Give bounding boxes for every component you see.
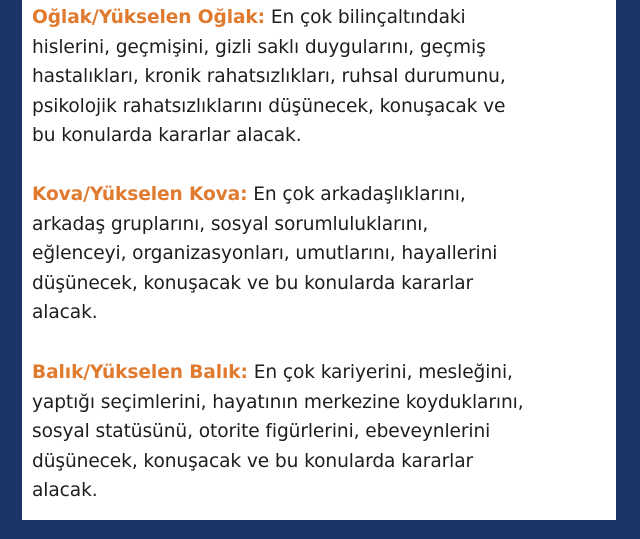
section-label: Balık/Yükselen Balık:: [32, 362, 248, 383]
section-text: En çok bilinçaltındaki: [265, 7, 466, 28]
section-text: arkadaş gruplarını, sosyal sorumluluklarını,: [32, 213, 429, 235]
section-balik: [32, 358, 612, 506]
section-text: hislerini, geçmişini, gizli saklı duygularını, geçmiş: [32, 36, 486, 58]
content-card: [22, 0, 616, 520]
section-text: düşünecek, konuşacak ve bu konularda kararlar: [32, 272, 474, 294]
section-text: En çok arkadaşlıklarını,: [247, 184, 466, 205]
section-text: En çok kariyerini, mesleğini,: [247, 362, 513, 383]
section-text: sosyal statüsünü, otorite figürlerini, ebeveynlerini: [32, 421, 491, 442]
section-text: hastalıkları, kronik rahatsızlıkları, ruhsal durumunu,: [32, 66, 506, 87]
section-kova: [32, 180, 612, 328]
section-first-line: [32, 3, 612, 33]
section-text: düşünecek, konuşacak ve bu konularda kararlar: [32, 450, 474, 472]
section-text: yaptığı seçimlerini, hayatının merkezine koyduklarını,: [32, 391, 524, 413]
section-text: alacak.: [32, 480, 98, 501]
section-first-line: [32, 180, 612, 210]
section-text: alacak.: [32, 302, 98, 323]
section-text: bu konularda kararlar alacak.: [32, 125, 302, 146]
section-label: Kova/Yükselen Kova:: [32, 184, 248, 205]
section-first-line: [32, 358, 612, 388]
section-text: eğlenceyi, organizasyonları, umutlarını, hayallerini: [32, 243, 498, 264]
section-text: psikolojik rahatsızlıklarını düşünecek, konuşacak ve: [32, 95, 506, 117]
section-label: Oğlak/Yükselen Oğlak:: [32, 7, 266, 28]
section-oglak: [32, 3, 612, 151]
